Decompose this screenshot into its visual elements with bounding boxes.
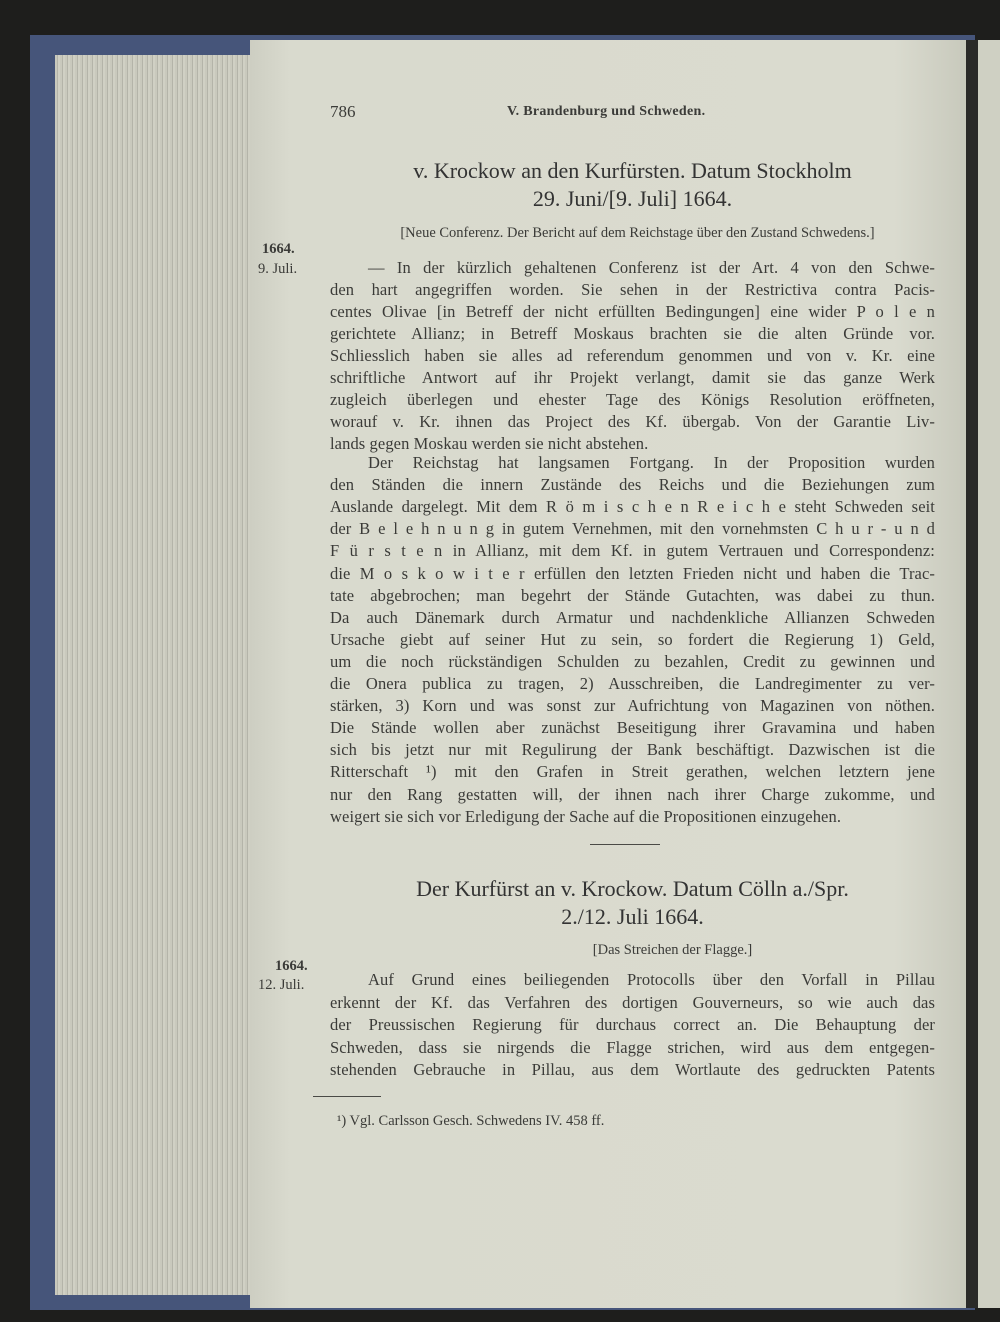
book-gutter bbox=[966, 40, 978, 1308]
text-line: schriftliche Antwort auf ihr Projekt verlangt, damit sie das ganze Werk bbox=[330, 368, 935, 387]
margin-date: 12. Juli. bbox=[258, 977, 305, 993]
letter-summary: [Das Streichen der Flagge.] bbox=[592, 942, 753, 958]
footnote-rule bbox=[313, 1096, 381, 1097]
letter-summary: [Neue Conferenz. Der Bericht auf dem Reichstage über den Zustand Schwedens.] bbox=[400, 225, 875, 241]
text-line: Ritterschaft ¹) mit den Grafen in Streit gerathen, welchen letztern jene bbox=[330, 762, 935, 782]
text-line: worauf v. Kr. ihnen das Project des Kf. übergab. Von der Garantie Liv- bbox=[330, 412, 935, 431]
text-line: lands gegen Moskau werden sie nicht abstehen. bbox=[330, 434, 649, 453]
margin-date: 9. Juli. bbox=[258, 261, 298, 277]
letter-date: 29. Juni/[9. Juli] 1664. bbox=[532, 186, 733, 211]
text-line: gerichtete Allianz; in Betreff Moskaus brachten sie die alten Gründe vor. bbox=[330, 324, 935, 343]
footnote: ¹) Vgl. Carlsson Gesch. Schwedens IV. 458 ff. bbox=[337, 1113, 605, 1129]
letter-title: v. Krockow an den Kurfürsten. Datum Stockholm bbox=[413, 158, 852, 183]
page-edges bbox=[55, 55, 255, 1295]
text-line: Da auch Dänemark durch Armatur und nachdenkliche Allianzen Schweden bbox=[330, 607, 935, 627]
text-line: stärken, 3) Korn und was sonst zur Aufrichtung von Magazinen von nöthen. bbox=[330, 696, 935, 716]
margin-year: 1664. bbox=[262, 241, 295, 257]
text-line: Schweden, dass sie nirgends die Flagge strichen, wird aus dem entgegen- bbox=[330, 1037, 935, 1057]
text-line: Auf Grund eines beiliegenden Protocolls über den Vorfall in Pillau bbox=[368, 970, 935, 989]
text-line: die M o s k o w i t e r erfüllen den letzten Frieden nicht und haben die Trac- bbox=[330, 563, 935, 583]
letter-date: 2./12. Juli 1664. bbox=[561, 904, 704, 929]
text-line: tate abgebrochen; man begehrt der Stände Gutachten, was dabei zu thun. bbox=[330, 585, 935, 605]
text-line: erkennt der Kf. das Verfahren des dortigen Gouverneurs, so wie auch das bbox=[330, 992, 935, 1012]
text-line: Auslande dargelegt. Mit dem R ö m i s c h e n R e i c h e steht Schweden seit bbox=[330, 497, 935, 517]
running-title: V. Brandenburg und Schweden. bbox=[507, 104, 706, 119]
text-line: weigert sie sich vor Erledigung der Sache auf die Propositionen einzugehen. bbox=[330, 806, 842, 826]
margin-year: 1664. bbox=[275, 958, 308, 974]
text-line: den Ständen die innern Zustände des Reichs und die Beziehungen zum bbox=[330, 475, 935, 495]
text-line: Ursache giebt auf seiner Hut zu sein, so fordert die Regierung 1) Geld, bbox=[330, 629, 935, 649]
letter-title: Der Kurfürst an v. Krockow. Datum Cölln a./Spr. bbox=[416, 876, 849, 901]
text-line: Schliesslich haben sie alles ad referendum genommen und von v. Kr. eine bbox=[330, 346, 935, 365]
text-line: Die Stände wollen aber zunächst Beseitigung ihrer Gravamina und haben bbox=[330, 718, 935, 738]
text-line: centes Olivae [in Betreff der nicht erfüllten Bedingungen] eine wider P o l e n bbox=[330, 302, 935, 321]
text-line: die Onera publica zu tragen, 2) Ausschreiben, die Landregimenter zu ver- bbox=[330, 674, 935, 693]
text-line: um die noch rückständigen Schulden zu bezahlen, Credit zu gewinnen und bbox=[330, 651, 935, 671]
text-line: F ü r s t e n in Allianz, mit dem Kf. in gutem Vertrauen und Correspondenz: bbox=[330, 541, 935, 561]
text-line: Der Reichstag hat langsamen Fortgang. In der Proposition wurden bbox=[368, 453, 935, 472]
text-line: der Preussischen Regierung für durchaus correct an. Die Behauptung der bbox=[330, 1015, 935, 1034]
text-line: sich bis jetzt nur mit Regulirung der Bank beschäftigt. Dazwischen ist die bbox=[330, 740, 935, 760]
text-line: der B e l e h n u n g in gutem Vernehmen, mit den vornehmsten C h u r - u n d bbox=[330, 519, 935, 539]
text-line: den hart angegriffen worden. Sie sehen in der Restrictiva contra Pacis- bbox=[330, 280, 935, 299]
text-line: nur den Rang gestatten will, der ihnen nach ihrer Charge zukomme, und bbox=[330, 784, 935, 804]
text-line: zugleich überlegen und ehester Tage des Königs Resolution eröffneten, bbox=[330, 390, 935, 409]
page-number: 786 bbox=[330, 102, 356, 121]
text-line: — In der kürzlich gehaltenen Conferenz ist der Art. 4 von den Schwe- bbox=[368, 258, 935, 277]
text-line: stehenden Gebrauche in Pillau, aus dem Wortlaute des gedruckten Patents bbox=[330, 1060, 935, 1079]
facing-page-edge bbox=[978, 40, 1000, 1308]
section-divider bbox=[590, 844, 660, 845]
